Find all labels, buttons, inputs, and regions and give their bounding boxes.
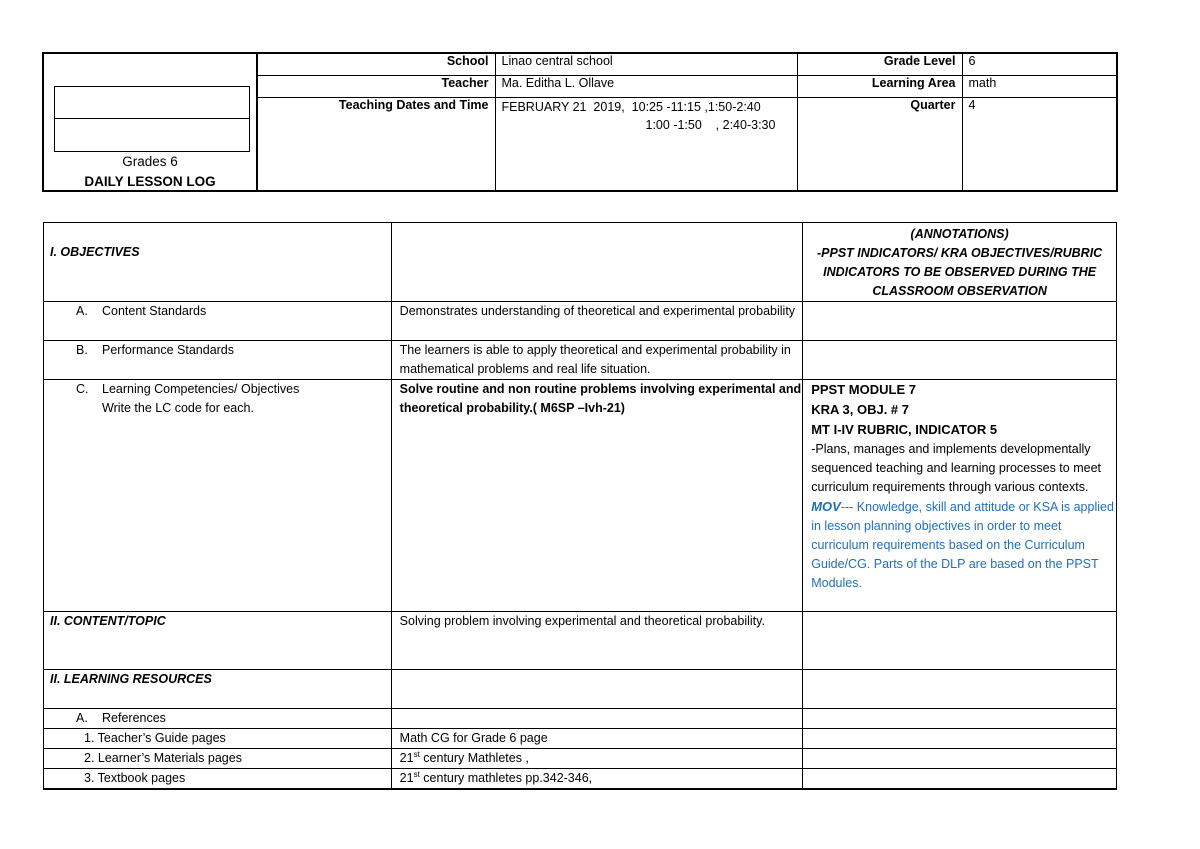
school-value: Linao central school (495, 53, 797, 76)
teacher-value: Ma. Editha L. Ollave (495, 76, 797, 98)
learning-competencies-label-cell (44, 380, 392, 612)
learning-competencies-sub: Write the LC code for each. (102, 401, 254, 415)
textbook-pages-value-sup: st (413, 769, 420, 779)
learning-competencies-number: C. (76, 382, 89, 396)
content-topic-annotation (803, 612, 1117, 670)
textbook-pages-row (44, 769, 1117, 790)
textbook-pages-value-cell (391, 769, 803, 790)
objectives-heading: I. OBJECTIVES (44, 223, 392, 302)
performance-standards-row (44, 341, 1117, 380)
learners-materials-value-sup: st (413, 749, 420, 759)
learning-area-value: math (962, 76, 1117, 98)
ppst-annotation-cell (803, 380, 1117, 612)
blank-box-bottom (54, 118, 250, 152)
mov-text: --- Knowledge, skill and attitude or KSA is applied in lesson planning objectives in order to meet curriculum requirements based on the Curriculum Guide/CG. Parts of the DLP are based on the PPST Modules. (811, 500, 1114, 590)
mov-label: MOV (811, 499, 841, 514)
grade-level-label: Grade Level (797, 53, 962, 76)
annotations-line3: CLASSROOM OBSERVATION (872, 284, 1047, 298)
kra-objective: KRA 3, OBJ. # 7 (811, 402, 909, 417)
header-table (42, 52, 1118, 192)
teachers-guide-row (44, 729, 1117, 749)
content-standards-row (44, 302, 1117, 341)
references-label-cell (44, 709, 392, 729)
textbook-pages-value-number: 21 (399, 771, 414, 785)
mt-rubric-indicator: MT I-IV RUBRIC, INDICATOR 5 (811, 422, 998, 437)
teaching-dates-line2: 1:00 -1:50 , 2:40-3:30 (645, 118, 776, 132)
learning-competencies-label: Learning Competencies/ Objectives (102, 382, 300, 396)
teachers-guide-label: 1. Teacher’s Guide pages (44, 729, 392, 749)
annotations-line1: -PPST INDICATORS/ KRA OBJECTIVES/RUBRIC (817, 246, 1103, 260)
ppst-description: -Plans, manages and implements developmentally sequenced teaching and learning processes to meet curriculum requirements through various contexts. (811, 442, 1101, 494)
learning-resources-annotation (803, 670, 1117, 709)
learners-materials-value: century Mathletes , (419, 751, 529, 765)
performance-standards-value: The learners is able to apply theoretical and experimental probability in mathematical problems and real life situation. (391, 341, 803, 380)
performance-standards-label-cell (44, 341, 392, 380)
grade-level-value: 6 (962, 53, 1117, 76)
teachers-guide-annotation (803, 729, 1117, 749)
content-standards-number: A. (76, 304, 88, 318)
performance-standards-number: B. (76, 343, 88, 357)
references-label: References (102, 711, 166, 725)
learning-resources-heading: II. LEARNING RESOURCES (44, 670, 392, 709)
teacher-label: Teacher (257, 76, 495, 98)
objectives-empty-cell (391, 223, 803, 302)
references-empty (391, 709, 803, 729)
teaching-dates-value (495, 98, 797, 192)
content-standards-label: Content Standards (102, 304, 207, 318)
teachers-guide-value: Math CG for Grade 6 page (391, 729, 803, 749)
performance-standards-label: Performance Standards (102, 343, 235, 357)
references-number: A. (76, 711, 88, 725)
teaching-dates-label: Teaching Dates and Time (257, 98, 495, 192)
textbook-pages-annotation (803, 769, 1117, 790)
content-standards-value: Demonstrates understanding of theoretical and experimental probability (391, 302, 803, 341)
quarter-label: Quarter (797, 98, 962, 192)
textbook-pages-value: century mathletes pp.342-346, (419, 771, 593, 785)
learning-resources-row (44, 670, 1117, 709)
annotations-cell (803, 223, 1117, 302)
annotations-line2: INDICATORS TO BE OBSERVED DURING THE (823, 265, 1097, 279)
content-standards-annotation (803, 302, 1117, 341)
learning-resources-empty (391, 670, 803, 709)
annotations-title: (ANNOTATIONS) (910, 227, 1009, 241)
learners-materials-annotation (803, 749, 1117, 769)
learners-materials-row (44, 749, 1117, 769)
performance-standards-annotation (803, 341, 1117, 380)
quarter-value: 4 (962, 98, 1117, 192)
textbook-pages-label: 3. Textbook pages (44, 769, 392, 790)
content-topic-heading: II. CONTENT/TOPIC (44, 612, 392, 670)
school-label: School (257, 53, 495, 76)
learning-competencies-row (44, 380, 1117, 612)
content-topic-row (44, 612, 1117, 670)
content-topic-value: Solving problem involving experimental and theoretical probability. (391, 612, 803, 670)
content-standards-label-cell (44, 302, 392, 341)
references-annotation (803, 709, 1117, 729)
references-row (44, 709, 1117, 729)
learners-materials-value-cell (391, 749, 803, 769)
teaching-dates-line1: FEBRUARY 21 2019, 10:25 -11:15 ,1:50-2:40 (501, 100, 761, 114)
learners-materials-label: 2. Learner’s Materials pages (44, 749, 392, 769)
learning-competencies-value: Solve routine and non routine problems involving experimental and theoretical probability.( M6SP –Ivh-21) (391, 380, 803, 612)
lesson-log-table (43, 222, 1117, 790)
grades-label: Grades 6 (122, 154, 178, 169)
ppst-module: PPST MODULE 7 (811, 382, 916, 397)
blank-box-top (54, 86, 250, 120)
objectives-row (44, 223, 1117, 302)
learning-area-label: Learning Area (797, 76, 962, 98)
grades-cell (43, 53, 257, 191)
daily-lesson-log-title: DAILY LESSON LOG (84, 174, 216, 189)
learners-materials-value-number: 21 (399, 751, 414, 765)
